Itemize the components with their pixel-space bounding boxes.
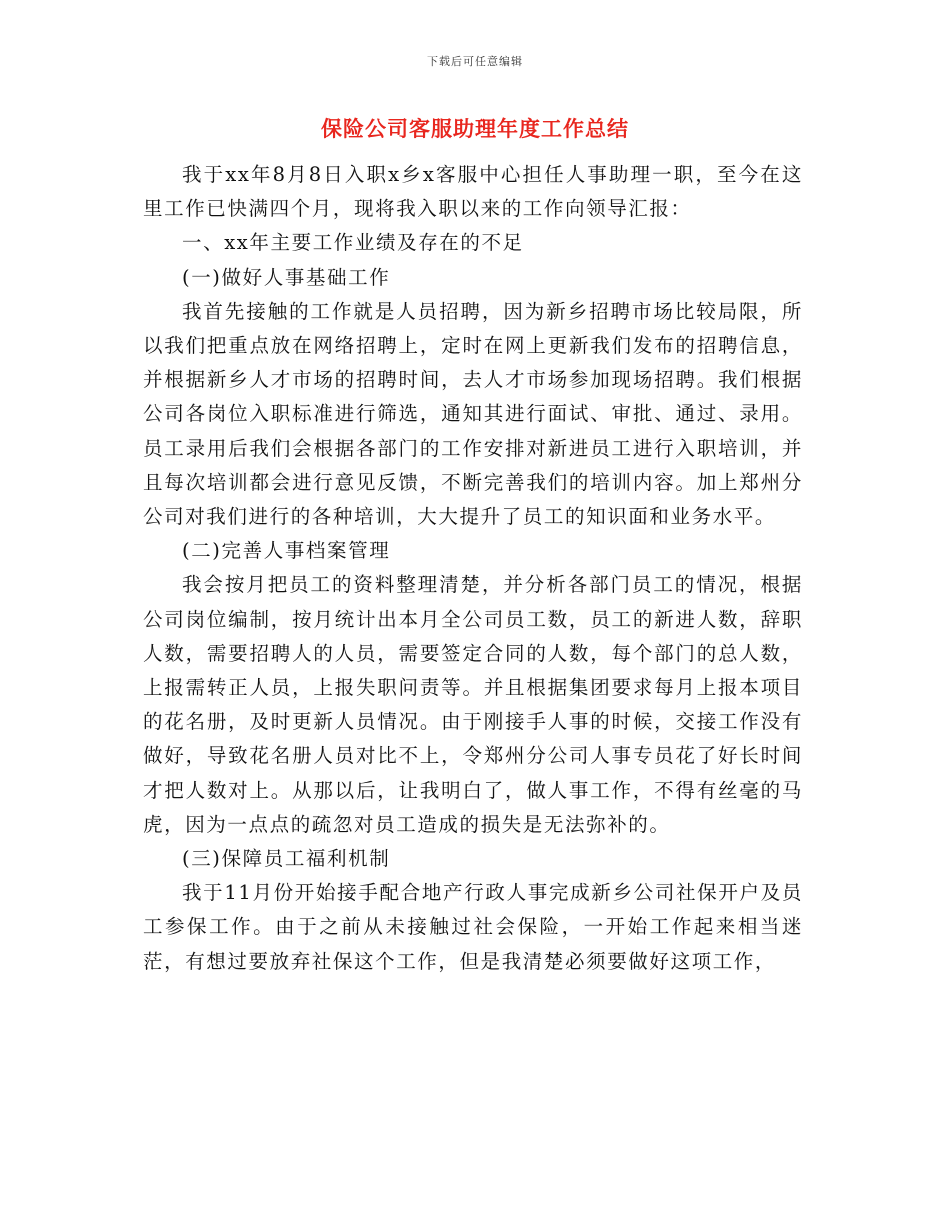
section-heading: 一、xx年主要工作业绩及存在的不足 [182,231,524,255]
subsection-heading-3: (三)保障员工福利机制 [182,847,391,871]
subsection-heading-2: (二)完善人事档案管理 [182,539,391,563]
document-body [143,158,803,979]
document-title: 保险公司客服助理年度工作总结 [321,116,629,141]
paragraph-recruitment: 我首先接触的工作就是人员招聘，因为新乡招聘市场比较局限，所以我们把重点放在网络招聘上，定时在网上更新我们发布的招聘信息，并根据新乡人才市场的招聘时间，去人才市场参加现场招聘。我们根据公司各岗位入职标准进行筛选，通知其进行面试、审批、通过、录用。员工录用后我们会根据各部门的工作安排对新进员工进行入职培训，并且每次培训都会进行意见反馈，不断完善我们的培训内容。加上郑州分公司对我们进行的各种培训，大大提升了员工的知识面和业务水平。 [143,299,803,529]
header-note: 下载后可任意编辑 [427,55,523,68]
paragraph-welfare: 我于11月份开始接手配合地产行政人事完成新乡公司社保开户及员工参保工作。由于之前从未接触过社会保险，一开始工作起来相当迷茫，有想过要放弃社保这个工作，但是我清楚必须要做好这项工作， [143,881,803,973]
paragraph-intro: 我于xx年8月8日入职x乡x客服中心担任人事助理一职，至今在这里工作已快满四个月，现将我入职以来的工作向领导汇报： [143,163,803,221]
subsection-heading-1: (一)做好人事基础工作 [182,265,391,289]
paragraph-archives: 我会按月把员工的资料整理清楚，并分析各部门员工的情况，根据公司岗位编制，按月统计出本月全公司员工数，员工的新进人数，辞职人数，需要招聘人的人员，需要签定合同的人数，每个部门的总人数，上报需转正人员，上报失职问责等。并且根据集团要求每月上报本项目的花名册，及时更新人员情况。由于刚接手人事的时候，交接工作没有做好，导致花名册人员对比不上，令郑州分公司人事专员花了好长时间才把人数对上。从那以后，让我明白了，做人事工作，不得有丝毫的马虎，因为一点点的疏忽对员工造成的损失是无法弥补的。 [143,573,803,836]
